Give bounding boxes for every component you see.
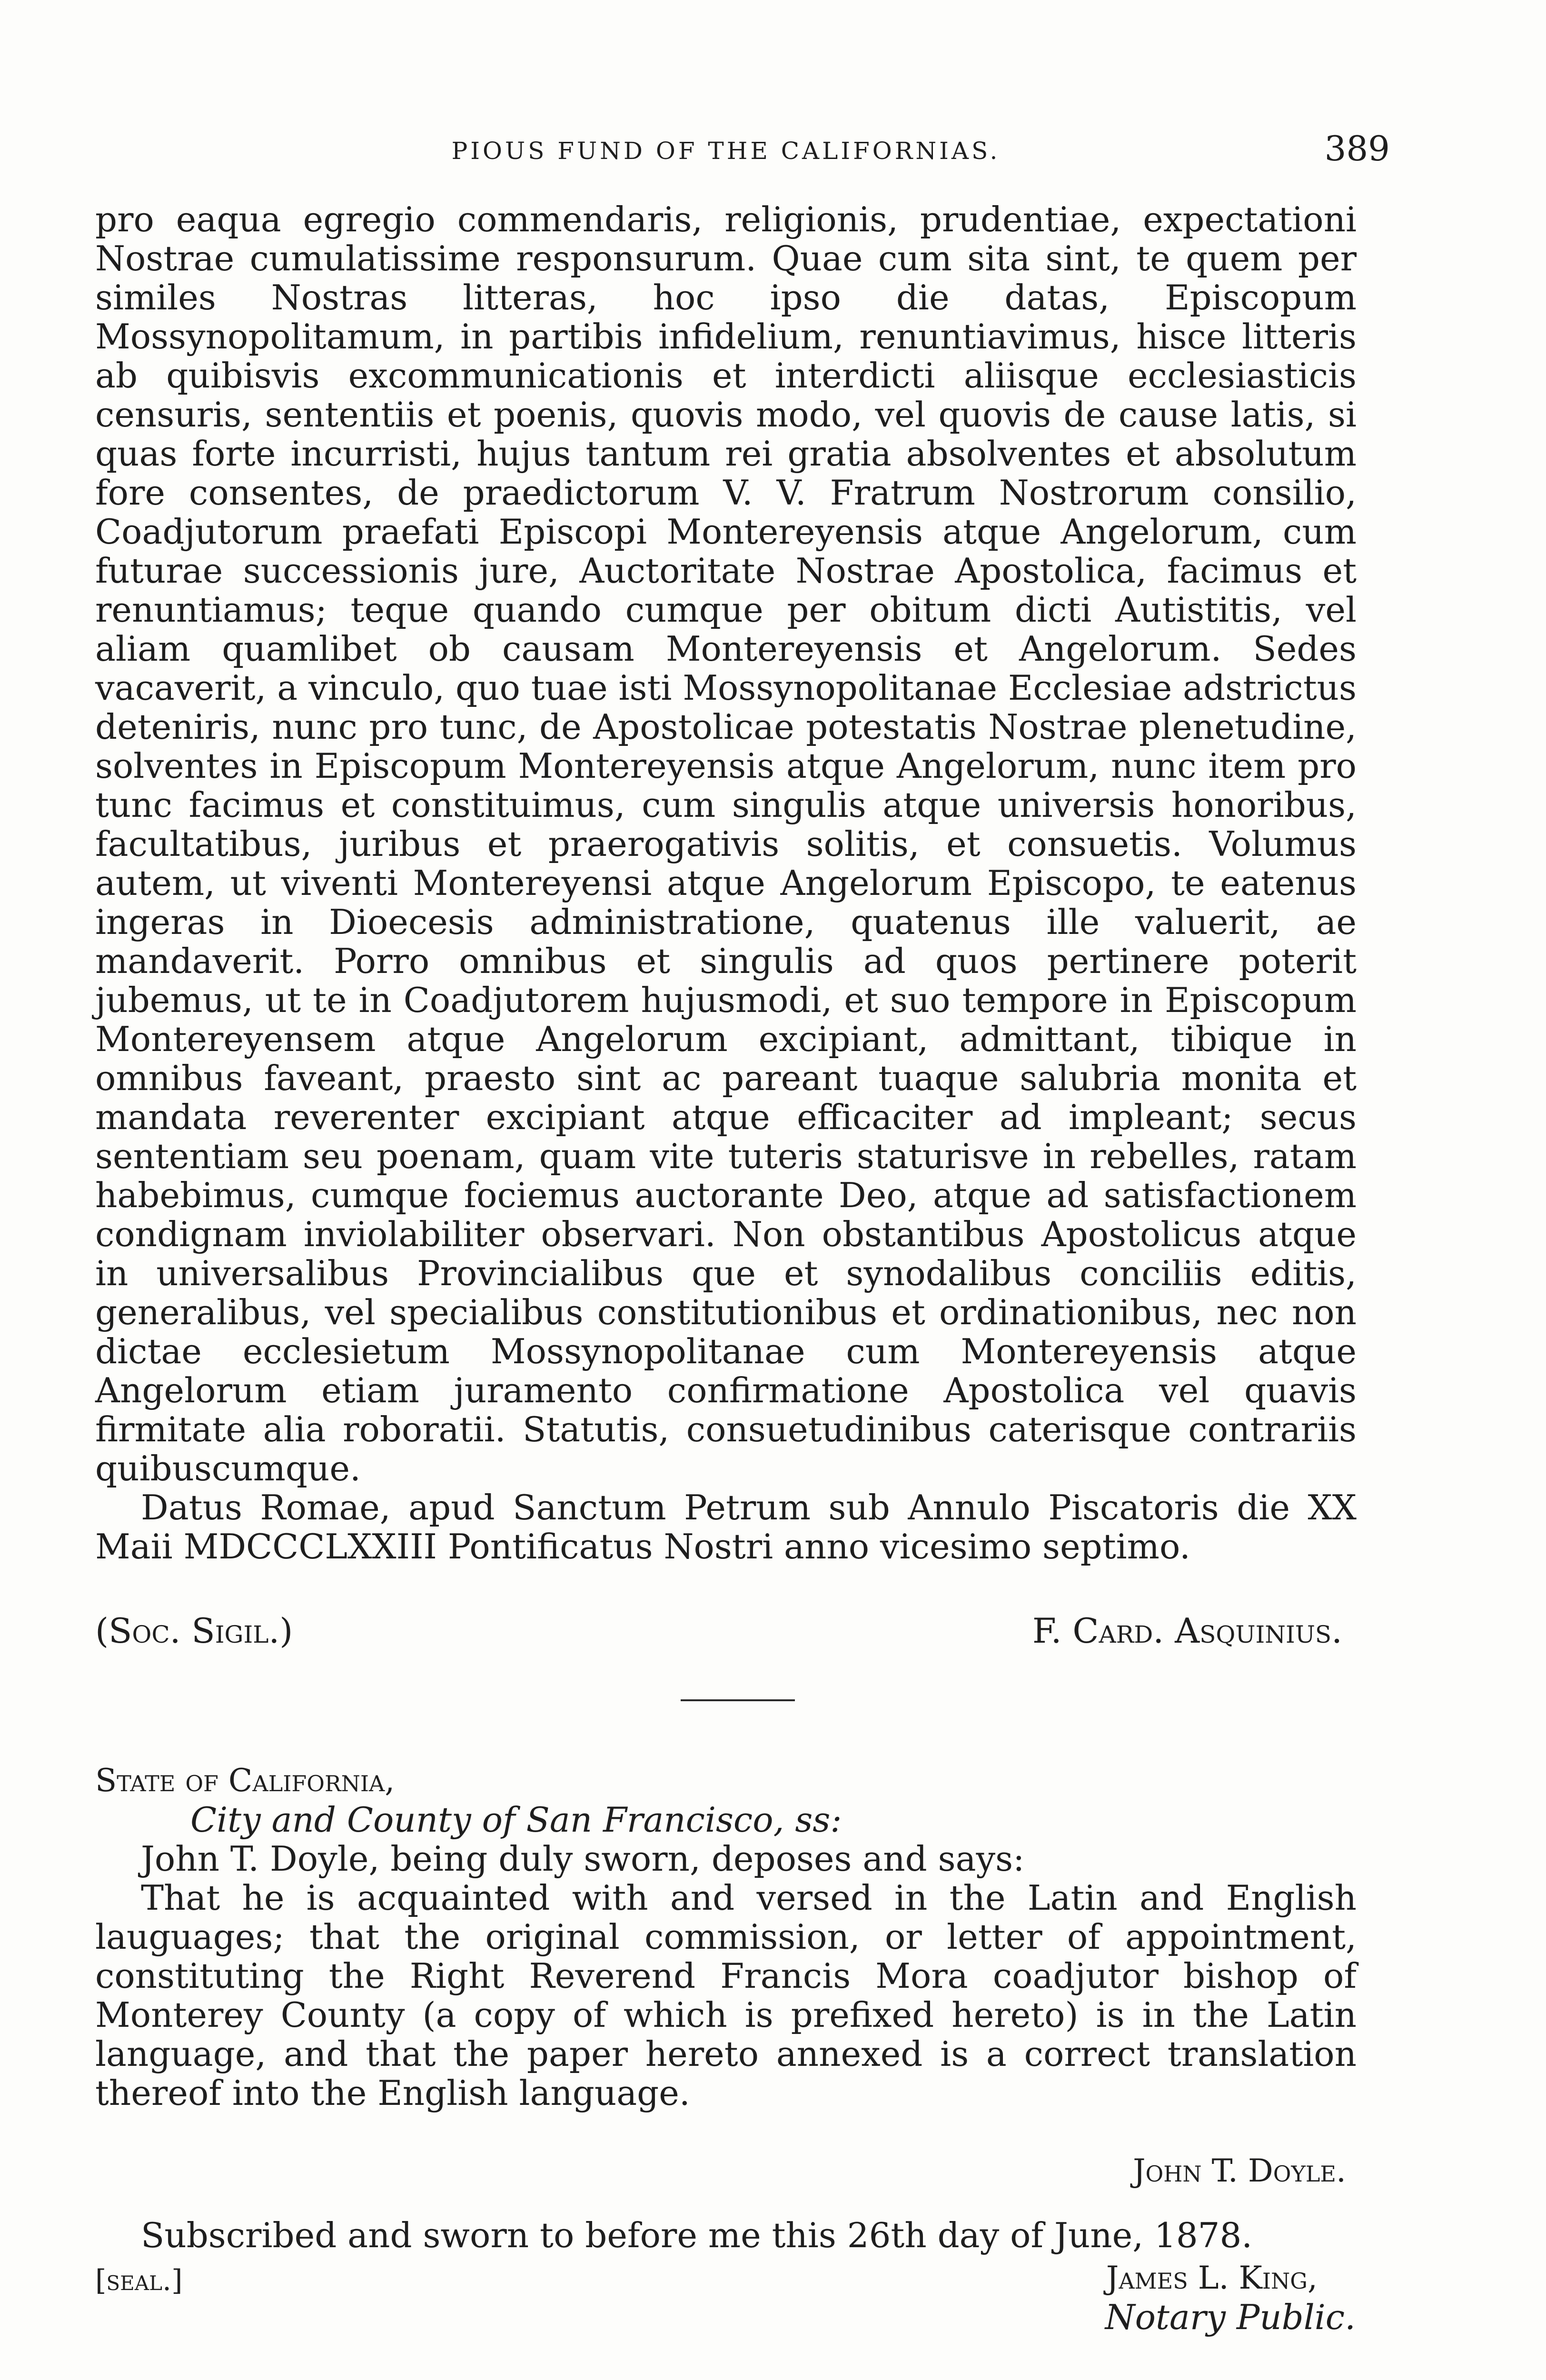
running-title: PIOUS FUND OF THE CALIFORNIAS. [451, 137, 1001, 165]
cardinal-signature: F. Card. Asquinius. [1032, 1611, 1342, 1651]
page-number: 389 [1324, 129, 1390, 169]
affiant-signature: John T. Doyle. [1133, 2152, 1346, 2189]
latin-body-paragraph: pro eaqua egregio commendaris, religionis, prudentiae, expectationi Nostrae cumulatissime responsurum. Quae cum sita sint, te quem per similes Nostras litteras, hoc ipso die datas, Episcopum Mossynopolitamum, in partibis infidelium, renuntiavimus, hisce litteris ab quibisvis excommunicationis et interdicti aliisque ecclesiasticis censuris, sententiis et poenis, quovis modo, vel quovis de cause latis, si quas forte incurristi, hujus tantum rei gratia absolventes et absolutum fore consentes, de praedictorum V. V. Fratrum Nostrorum consilio, Coadjutorum praefati Episcopi Montereyensis atque Angelorum, cum futurae successionis jure, Auctoritate Nostrae Apostolica, facimus et renuntiamus; teque quando cumque per obitum dicti Autistitis, vel aliam quamlibet ob causam Montereyensis et Angelorum. Sedes vacaverit, a vinculo, quo tuae isti Mossynopolitanae Ecclesiae adstrictus deteniris, nunc pro tunc, de Apostolicae potestatis Nostrae plenetudine, solventes in Episcopum Montereyensis atque Angelorum, nunc item pro tunc facimus et constituimus, cum singulis atque universis honoribus, facultatibus, juribus et praerogativis solitis, et consuetis. Volumus autem, ut viventi Montereyensi atque Angelorum Episcopo, te eatenus ingeras in Dioecesis administratione, quatenus ille valuerit, ae mandaverit. Porro omnibus et singulis ad quos pertinere poterit jubemus, ut te in Coadjutorem hujusmodi, et suo tempore in Episcopum Montereyensem atque Angelorum excipiant, admittant, tibique in omnibus faveant, praesto sint ac pareant tuaque salubria monita et mandata reverenter excipiant atque efficaciter ad impleant; secus sententiam seu poenam, quam vite tuteris staturisve in rebelles, ratam habebimus, cumque fociemus auctorante Deo, atque ad satisfactionem condignam inviolabiliter observari. Non obstantibus Apostolicus atque in universalibus Provincialibus que et synodalibus conciliis editis, generalibus, vel specialibus constitutionibus et ordinationibus, nec non dictae ecclesietum Mossynopolitanae cum Montereyensis atque Angelorum etiam juramento confirmatione Apostolica vel quavis firmitate alia roboratii. Statutis, consuetudinibus caterisque contrariis quibuscumque. [95, 199, 1357, 1488]
venue-state: State of California, [95, 1762, 395, 1799]
affidavit-text [95, 1839, 1357, 2112]
affidavit-body: That he is acquainted with and versed in the Latin and English lauguages; that the original commission, or letter of appointment, constituting the Right Reverend Francis Mora coadjutor bishop of Monterey County (a copy of which is prefixed hereto) is in the Latin language, and that the paper hereto annexed is a correct translation thereof into the English language. [95, 1878, 1357, 2113]
jurat-line: Subscribed and sworn to before me this 26th day of June, 1878. [141, 2215, 1253, 2255]
notary-title: Notary Public. [1105, 2297, 1356, 2337]
notary-name: James L. King, [1106, 2260, 1318, 2296]
affidavit-opening: John T. Doyle, being duly sworn, deposes and says: [141, 1839, 1025, 1879]
seal-mark: [seal.] [95, 2264, 183, 2297]
jurat-block [95, 2216, 1357, 2255]
latin-dating-paragraph: Datus Romae, apud Sanctum Petrum sub Annulo Piscatoris die XX Maii MDCCCLXXIII Pontificatus Nostri anno vicesimo septimo. [95, 1488, 1357, 1567]
section-divider [681, 1699, 795, 1701]
latin-letter [95, 200, 1357, 1566]
seal-note: (Soc. Sigil.) [95, 1611, 293, 1651]
running-header [95, 129, 1390, 171]
venue-county: City and County of San Francisco, ss: [190, 1800, 842, 1840]
